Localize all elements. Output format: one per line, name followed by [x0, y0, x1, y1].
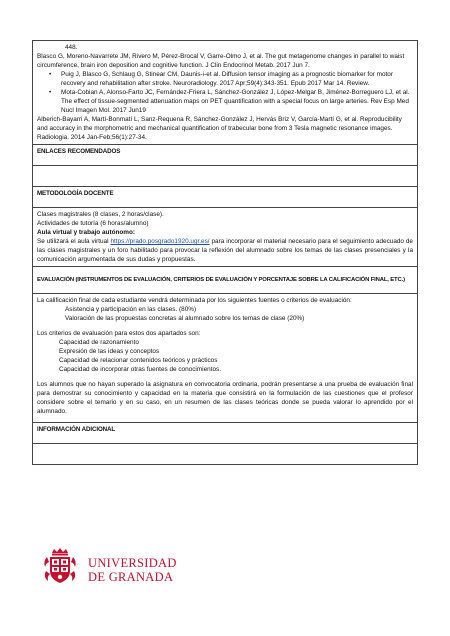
university-name-line2: DE GRANADA — [88, 570, 174, 584]
section-heading-evaluacion: EVALUACIÓN (INSTRUMENTOS DE EVALUACIÓN, CRITERIOS DE EVALUACIÓN Y PORCENTAJE SOBRE LA CALIFICACIÓN FINAL, ETC.) — [37, 276, 405, 283]
metodologia-content-row — [33, 208, 418, 267]
evaluacion-heading-cell — [33, 267, 418, 294]
bibliography-row — [33, 41, 418, 145]
enlaces-content-row — [33, 166, 418, 187]
university-footer — [40, 545, 240, 589]
info-adicional-content-cell — [33, 444, 418, 465]
section-heading-metodologia: METODOLOGÍA DOCENTE — [37, 190, 114, 197]
evaluacion-content-row — [33, 294, 418, 423]
enlaces-heading-row — [33, 145, 418, 166]
bibliography-entry: Blasco G, Moreno-Navarrete JM, Rivero M, Pérez-Brocal V, Garre-Olmo J, et al. The gut metagenome changes in parallel to waist circumference, brain iron deposition and cognitive function. J Clin Endocrinol Metab. 2017 Jun 7. — [37, 53, 405, 69]
spacer — [37, 416, 413, 420]
evaluacion-criterion: Valoración de las propuestas concretas al alumnado sobre los temas de clase (20%) — [65, 315, 305, 322]
info-adicional-heading-row — [33, 423, 418, 444]
metodologia-content-cell — [33, 208, 418, 267]
course-guide-table — [32, 40, 418, 465]
evaluacion-closing-paragraph: Los alumnos que no hayan superado la asignatura en convocatoria ordinaria, podrán presentarse a una prueba de evaluación final para demostrar su conocimiento y capacidad en la materia que consistirá en la formulación de las cuestiones que el profesor considere sobre el temario y en su caso, en un resumen de las clases teóricas donde se pueda valorar lo aprendido por el alumnado. — [37, 381, 413, 415]
evaluacion-criterion: Asistencia y participación en las clases. (80%) — [65, 306, 197, 313]
evaluacion-content-cell — [33, 294, 418, 423]
metodologia-heading-row — [33, 187, 418, 208]
bibliography-cell — [33, 41, 418, 145]
enlaces-heading-cell — [33, 145, 418, 166]
metodologia-line: Actividades de tutoría (6 horas/alumno) — [37, 220, 149, 227]
metodologia-paragraph-end: para incorporar el material necesario para el seguimiento adecuado de las clases magistrales y un foro habilitado para provocar la reflexión del alumnado sobre los temas de las clases presenciales y la comunicación argumentada de sus dudas y propuestas. — [37, 238, 413, 263]
metodologia-paragraph — [37, 237, 413, 264]
evaluacion-heading-row — [33, 267, 418, 294]
metodologia-paragraph-start: Se utilizará el aula virtual — [37, 238, 111, 245]
section-heading-info-adicional: INFORMACIÓN ADICIONAL — [37, 426, 116, 433]
metodologia-line: Clases magistrales (8 clases, 2 horas/clase). — [37, 211, 164, 218]
evaluacion-capacity: Capacidad de incorporar otras fuentes de conocimientos. — [59, 366, 221, 373]
metodologia-heading-cell — [33, 187, 418, 208]
info-adicional-content-row — [33, 444, 418, 465]
bibliography-bullet-item: • Puig J, Blasco G, Schlaug G, Stinear CM, Daunis-i-et al. Diffusion tensor imaging as a prognostic biomarker for motor recovery and rehabilitation after stroke. Neuroradiology. 2017 Apr;59(4):343-351. Epub 2017 Mar 14. Review. — [57, 70, 413, 88]
evaluacion-capacity: Expresión de las ideas y conceptos — [59, 348, 160, 355]
university-coat-of-arms-icon — [40, 545, 80, 589]
bibliography-bullet-item: • Mota-Cobian A, Alonso-Farto JC, Fernández-Friera L, Sánchez-González J, López-Melgar B, Jiménez-Borreguero LJ, et al. The effect of tissue-segmented attenuation maps on PET quantification with a special focus on large arteries. Rev Esp Med Nucl Imagen Mol. 2017 Jun19 — [57, 88, 413, 115]
evaluacion-intro-2: Los criterios de evaluación para estos dos apartados son: — [37, 330, 201, 337]
evaluacion-capacity: Capacidad de razonamiento — [59, 339, 139, 346]
evaluacion-capacity: Capacidad de relacionar contenidos teóricos y prácticos — [59, 357, 218, 364]
bibliography-continued-line: 448. — [65, 44, 78, 51]
university-name — [88, 556, 177, 584]
bibliography-bullet-list — [37, 70, 413, 115]
metodologia-subheading: Aula virtual y trabajo autónomo: — [37, 229, 136, 236]
info-adicional-heading-cell — [33, 423, 418, 444]
section-heading-enlaces: ENLACES RECOMENDADOS — [37, 148, 121, 155]
enlaces-content-cell — [33, 166, 418, 187]
university-name-line1: UNIVERSIDAD — [88, 556, 177, 570]
evaluacion-intro: La calificación final de cada estudiante vendrá determinada por los siguientes fuentes o criterios de evaluación: — [37, 297, 352, 304]
aula-virtual-link[interactable]: https://prado.posgrado1920.ugr.es/ — [110, 238, 210, 245]
bibliography-entry: Alberich-Bayarri A, Martí-Bonmatí L, Sanz-Requena R, Sánchez-González J, Hervás Briz V, García-Martí G, et al. Reproducibility and accuracy in the morphometric and mechanical quantification of trabecular bone from 3 Tesla magnetic resonance images. Radiologia. 2014 Jan-Feb;56(1):27-34. — [37, 116, 402, 141]
document-page — [32, 40, 418, 465]
